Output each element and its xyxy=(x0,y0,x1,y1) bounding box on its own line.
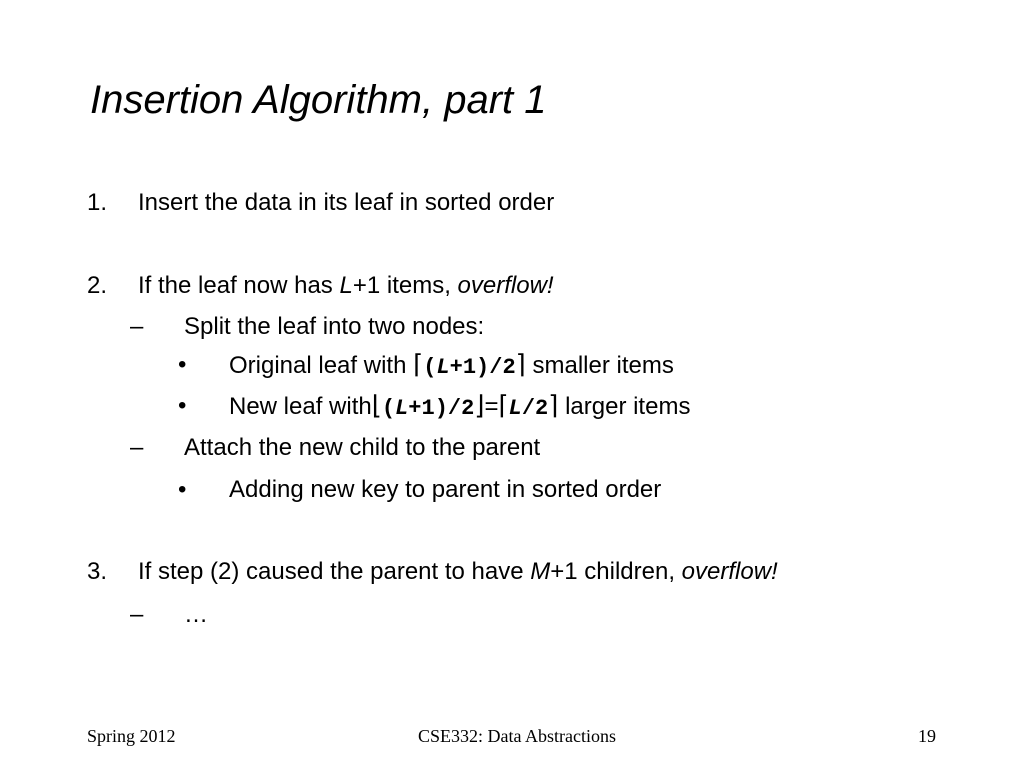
ceil-open: ⌈ xyxy=(413,350,424,380)
ellipsis-text: … xyxy=(184,601,208,628)
step-2-text-mid: +1 items, xyxy=(352,272,458,299)
ceil-close: ⌉ xyxy=(515,350,526,380)
slide-title: Insertion Algorithm, part 1 xyxy=(90,78,547,122)
dash-marker: – xyxy=(130,601,144,628)
step-3-text-mid: +1 children, xyxy=(550,558,682,585)
split-leaf-text: Split the leaf into two nodes: xyxy=(184,313,485,340)
bullet-marker: • xyxy=(178,351,187,378)
new-leaf-pre: New leaf with xyxy=(229,393,372,420)
formula-L-over-2: L/2 xyxy=(508,396,549,421)
original-leaf-pre: Original leaf with xyxy=(229,352,414,379)
variable-M: M xyxy=(530,558,551,585)
step-3-text xyxy=(138,557,778,587)
attach-child-text: Attach the new child to the parent xyxy=(184,434,541,461)
original-leaf-text xyxy=(229,350,674,383)
dash-marker: – xyxy=(130,313,144,340)
footer-date: Spring 2012 xyxy=(87,726,176,746)
step-2-text-pre: If the leaf now has xyxy=(138,272,340,299)
step-1-text: Insert the data in its leaf in sorted order xyxy=(138,189,555,216)
ceil-close: ⌉ xyxy=(548,391,559,421)
original-leaf-post: smaller items xyxy=(525,352,674,379)
step-2-number: 2. xyxy=(87,272,108,299)
equals-sign: = xyxy=(484,393,499,420)
dash-marker: – xyxy=(130,434,144,461)
ceil-open: ⌈ xyxy=(498,391,509,421)
footer-page-number: 19 xyxy=(918,726,936,746)
bullet-marker: • xyxy=(178,476,187,503)
step-3-text-pre: If step (2) caused the parent to have xyxy=(138,558,531,585)
step-3-number: 3. xyxy=(87,558,108,585)
formula-L-plus-1-over-2: (L+1)/2 xyxy=(423,355,516,380)
step-2-text xyxy=(138,271,554,301)
variable-L: L xyxy=(339,272,353,299)
floor-close: ⌋ xyxy=(474,391,485,421)
new-leaf-text xyxy=(229,391,690,424)
new-leaf-post: larger items xyxy=(558,393,691,420)
step-1-number: 1. xyxy=(87,189,108,216)
overflow-label: overflow! xyxy=(457,272,554,299)
adding-key-text: Adding new key to parent in sorted order xyxy=(229,476,662,503)
overflow-label: overflow! xyxy=(681,558,778,585)
footer-course: CSE332: Data Abstractions xyxy=(418,726,616,746)
bullet-marker: • xyxy=(178,392,187,419)
formula-L-plus-1-over-2: (L+1)/2 xyxy=(381,396,475,421)
floor-open: ⌊ xyxy=(371,391,382,421)
